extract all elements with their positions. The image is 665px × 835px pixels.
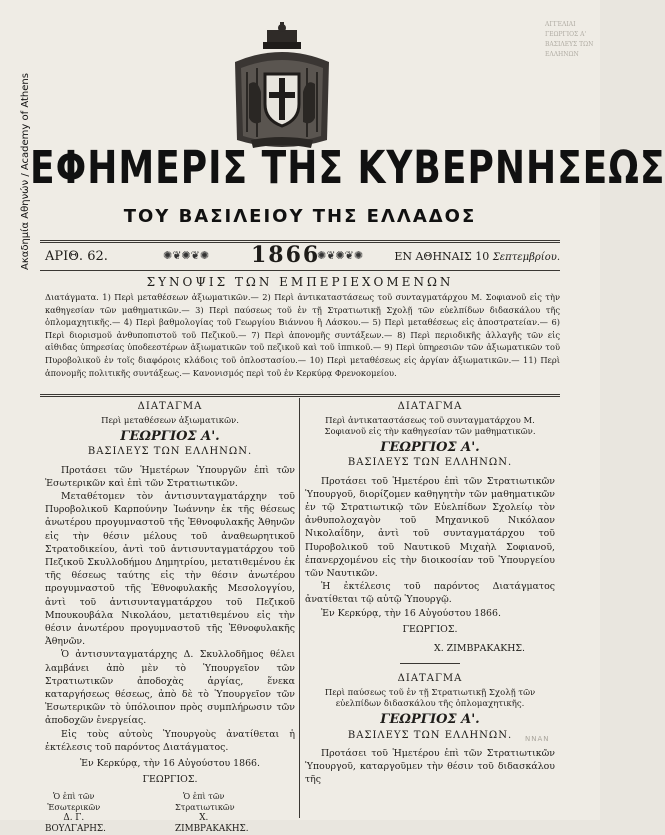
gazette-title: ΕΦΗΜΕΡΙΣ ΤΗΣ ΚΥΒΕΡΝΗΣΕΩΣ xyxy=(30,142,665,195)
decree-heading: ΔΙΑΤΑΓΜΑ xyxy=(397,401,463,412)
king-name: ΓΕΩΡΓΙΟΣ Α'. xyxy=(120,429,220,445)
issue-number: ΑΡΙΘ. 62. xyxy=(45,249,108,264)
library-stamp: ΝΝΑΝ xyxy=(525,735,550,743)
decree-signature: ΓΕΩΡΓΙΟΣ. xyxy=(142,774,198,786)
decree-subject: Περὶ παύσεως τοῦ ἐν τῇ Στρατιωτικῇ Σχολῇ τῶν εὐελπίδων διδασκάλου τῆς ὁπλομαχητικῆς. xyxy=(324,688,536,710)
decree-heading: ΔΙΑΤΑΓΜΑ xyxy=(137,401,203,412)
decree-subject: Περὶ μεταθέσεων ἀξιωματικῶν. xyxy=(101,416,239,427)
archive-watermark: Ακαδημία Αθηνών / Academy of Athens xyxy=(20,73,31,270)
minister-name: Χ. ΖΙΜΒΡΑΚΑΚΗΣ. xyxy=(434,643,525,655)
toc-text: Διατάγματα. 1) Περὶ μεταθέσεων ἀξιωματικῶν.— 2) Περὶ ἀντικαταστάσεως τοῦ συνταγματάρχου Μ. Σοφιανοῦ εἰς τὴν καθηγεσίαν τῶν μαθηματικῶν.— 3) Περὶ παύσεως τοῦ ἐν τῇ Στρατιωτικῇ Σχολῇ τῶν εὐελπίδων διδασκάλου τῆς ὁπλομαχητικῆς.— 4) Περὶ βαθμολογίας τοῦ Γεωργίου Βιάννου ἢ Λάσκου.— 5) Περὶ μεταθέσεως εἰς ἀποστρατείαν.— 6) Περὶ διορισμοῦ ἀνθυποπιστοῦ τοῦ Πεζικοῦ.— 7) Περὶ ἀπονομῆς συντάξεων.— 8) Περὶ περιοδικῆς ἀλλαγῆς τῶν εἰς αἰθιδας ὑπηρεσίας ὑποδεεστέρων ἀξιωματικῶν τοῦ πεζικοῦ καὶ τοῦ ἱππικοῦ.— 9) Περὶ ὑπηρεσιῶν τῶν ἀξιωματικῶν τοῦ Πυροβολικοῦ ἐν τοῖς διαφόροις κλάδοις τοῦ ὁπλοστασίου.— 10) Περὶ μεταθέσεως εἰς ἀργίαν ἀξιωματικῶν.— 11) Περὶ ἀπονομῆς πολιτικῆς συντάξεως.— Κανονισμός περὶ τοῦ ἐν Κερκύρᾳ Φρενοκομείου. xyxy=(45,292,560,378)
divider xyxy=(40,394,560,397)
decree-paragraph: Εἰς τοὺς αὐτοὺς Ὑπουργοὺς ἀνατίθεται ἡ ἐκτέλεσις τοῦ παρόντος Διατάγματος. xyxy=(45,728,295,753)
king-title: ΒΑΣΙΛΕΥΣ ΤΩΝ ΕΛΛΗΝΩΝ. xyxy=(347,457,513,469)
king-name: ΓΕΩΡΓΙΟΣ Α'. xyxy=(380,712,480,728)
decree-paragraph: Προτάσει τοῦ Ἡμετέρου ἐπὶ τῶν Στρατιωτικῶν Ὑπουργοῦ, καταργοῦμεν τὴν θέσιν τοῦ διδασκάλου τῆς xyxy=(305,747,555,786)
king-title: ΒΑΣΙΛΕΥΣ ΤΩΝ ΕΛΛΗΝΩΝ. xyxy=(347,729,513,741)
divider xyxy=(40,270,560,271)
decree-date: Ἐν Κερκύρᾳ, τὴν 16 Αὐγούστου 1866. xyxy=(321,607,501,619)
issue-dateline: ΕΝ ΑΘΗΝΑΙΣ 10 Σεπτεμβρίου. xyxy=(394,250,560,263)
issue-line xyxy=(45,242,560,268)
decree-heading: ΔΙΑΤΑΓΜΑ xyxy=(397,673,463,685)
ornament-left-icon: ✺❦✺❦✺ xyxy=(163,249,210,262)
decree-paragraph: Ἡ ἐκτέλεσις τοῦ παρόντος Διατάγματος ἀνατίθεται τῷ αὐτῷ Ὑπουργῷ. xyxy=(305,581,555,606)
decree-signature: ΓΕΩΡΓΙΟΣ. xyxy=(402,623,458,635)
king-title: ΒΑΣΙΛΕΥΣ ΤΩΝ ΕΛΛΗΝΩΝ. xyxy=(87,446,253,458)
decree-date: Ἐν Κερκύρᾳ, τὴν 16 Αὐγούστου 1866. xyxy=(80,758,260,770)
column-divider xyxy=(299,398,300,818)
decree-paragraph: Ὁ ἀντισυνταγματάρχης Δ. Σκυλλοδῆμος θέλει λαμβάνει ἀπὸ μὲν τὸ Ὑπουργεῖον τῶν Στρατιωτικῶν ἀποδοχὰς ἀργίας, ἕνεκα καταργήσεως θέσεως, ἀπὸ δὲ τὸ Ὑπουργεῖον τῶν Ἐσωτερικῶν τὸ ὑπόλοιπον πρὸς συμπλήρωσιν τῶν ἀποδοχῶν ἐνεργείας. xyxy=(45,649,295,727)
decree-subject: Περὶ ἀντικαταστάσεως τοῦ συνταγματάρχου Μ. Σοφιανοῦ εἰς τὴν καθηγεσίαν τῶν μαθηματικῶν. xyxy=(324,416,536,438)
issue-year: 1866 xyxy=(251,242,321,268)
decree-paragraph: Προτάσει τῶν Ἡμετέρων Ὑπουργῶν ἐπὶ τῶν Ἐσωτερικῶν καὶ ἐπὶ τῶν Στρατιωτικῶν. xyxy=(45,464,295,489)
minister-signatures xyxy=(45,791,295,835)
divider xyxy=(400,663,460,664)
gazette-subtitle: ΤΟΥ ΒΑΣΙΛΕΙΟΥ ΤΗΣ ΕΛΛΑΔΟΣ xyxy=(123,206,477,227)
right-column xyxy=(305,400,555,786)
decree-paragraph: Προτάσει τοῦ Ἡμετέρου ἐπὶ τῶν Στρατιωτικῶν Ὑπουργοῦ, διορίζομεν καθηγητὴν τῶν μαθηματικῶν ἐν τῷ Στρατιωτικῷ τῶν Εὐελπίδων Σχολείῳ τὸν ἀνθυπολοχαγὸν τοῦ Μηχανικοῦ Νικόλαον Νικολαΐδην, ἀντὶ τοῦ συνταγματάρχου τοῦ Πυροβολικοῦ τοῦ Ναυτικοῦ Μιχαὴλ Σοφιανοῦ, ἐπανερχομένου εἰς τὴν διοικοσίαν τοῦ Ὑπουργείου τῶν Ναυτικῶν. xyxy=(305,475,555,580)
minister-block: Ὁ ἐπὶ τῶν Στρατιωτικῶν Χ. ΖΙΜΒΡΑΚΑΚΗΣ. xyxy=(175,791,249,835)
bleed-through-text: ΑΓΓΕΛΙΑΙ ΓΕΩΡΓΙΟΣ Α' ΒΑΣΙΛΕΥΣ ΤΩΝ ΕΛΛΗΝΩΝ xyxy=(545,21,594,58)
coat-of-arms-icon xyxy=(227,22,337,157)
decree-paragraph: Μεταθέτομεν τὸν ἀντισυνταγματάρχην τοῦ Πυροβολικοῦ Καρπούνην Ἰωάννην ἐκ τῆς θέσεως ἀνωτέρου προγυμναστοῦ τῆς Ἐθνοφυλακῆς Ἀθηνῶν εἰς τὴν θέσιν μέλους τοῦ ἀναθεωρητικοῦ Στρατοδικείου, ἀντὶ τοῦ ἀντισυνταγματάρχου τοῦ Πεζικοῦ Σκυλλοδήμου Δημητρίου, μετατιθεμένου ἐκ τῆς θέσεως ταύτης εἰς τὴν θέσιν ἀνωτέρου προγυμναστοῦ τῆς Ἐθνοφυλακῆς Μεσολογγίου, ἀντὶ τοῦ ἀντισυνταγματάρχου τοῦ Πεζικοῦ Μπουκουβάλα Νικολάου, μετατιθεμένου εἰς τὴν θέσιν ἀνωτέρου προγυμναστοῦ τῆς Ἐθνοφυλακῆς Ἀθηνῶν. xyxy=(45,491,295,648)
toc-title: ΣΥΝΟΨΙΣ ΤΩΝ ΕΜΠΕΡΙΕΧΟΜΕΝΩΝ xyxy=(146,275,454,289)
king-name: ΓΕΩΡΓΙΟΣ Α'. xyxy=(380,440,480,456)
ornament-right-icon: ✺❦✺❦✺ xyxy=(317,249,364,262)
left-column xyxy=(45,400,295,835)
minister-block: Ὁ ἐπὶ τῶν Ἐσωτερικῶν Δ. Γ. ΒΟΥΛΓΑΡΗΣ. xyxy=(45,791,106,835)
